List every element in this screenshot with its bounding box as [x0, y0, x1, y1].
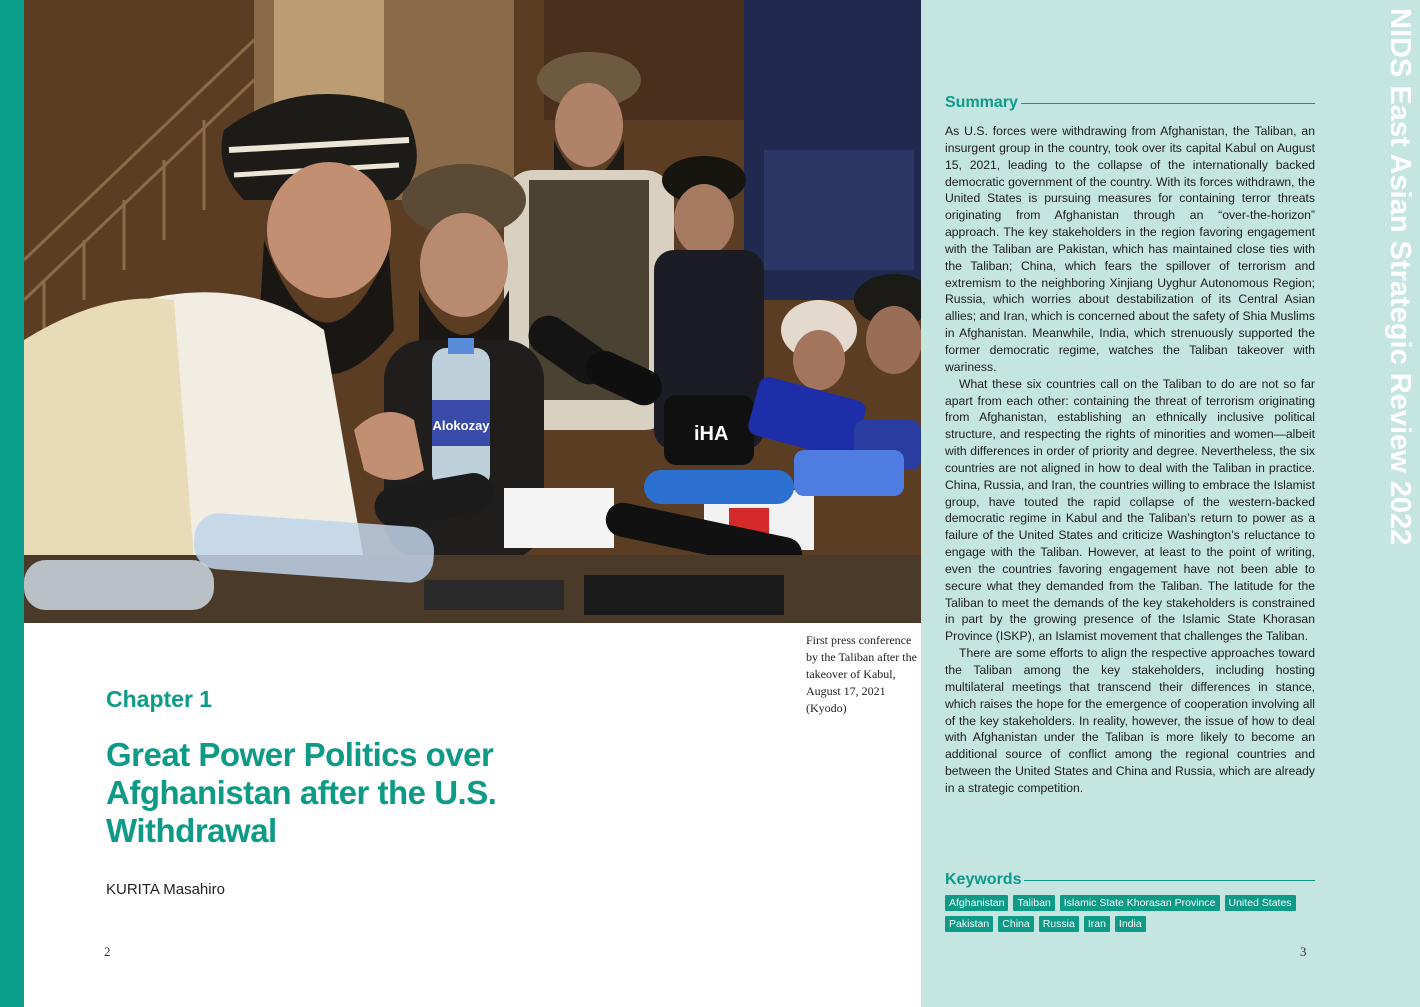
press-conference-photo [24, 0, 921, 623]
keywords-heading-label: Keywords [945, 871, 1022, 888]
keywords-heading [945, 870, 1315, 890]
page-number-right: 3 [1300, 944, 1307, 959]
keyword-tag: Islamic State Khorasan Province [1060, 895, 1220, 911]
photo-caption: First press conference by the Taliban after the takeover of Kabul, August 17, 2021 (Kyodo) [806, 633, 917, 715]
keyword-tag: Russia [1039, 916, 1079, 932]
summary-heading-label: Summary [945, 94, 1018, 111]
left-accent-stripe [0, 0, 24, 1007]
left-page [24, 0, 921, 1007]
keyword-tag: United States [1225, 895, 1296, 911]
keyword-tag: Iran [1084, 916, 1110, 932]
summary-body [945, 123, 1315, 797]
summary-paragraph: What these six countries call on the Taliban to do are not so far apart from each other: containing the threat of terrorism originating from Afghanistan, establishing an ethnically inclusive political structure, and respecting the rights of minorities and women—albeit with differences in order of priority and degree. Nevertheless, the six countries are not aligned in how to deal with the Taliban in practice. China, Russia, and Iran, the countries willing to embrace the Islamist group, have touted the rapid collapse of the western-backed democratic regime in Kabul and the Taliban’s return to power as a failure of the United States and criticize Washington’s reluctance to engage with the Taliban. However, at least to the point of writing, even the countries favoring engagement have not been able to secure what they demanded from the Taliban. The latitude for the Taliban to meet the demands of the key stakeholders is constrained in part by the growing presence of the Islamic State Khorasan Province (ISKP), an Islamist movement that challenges the Taliban. [945, 376, 1315, 644]
keyword-tag: Afghanistan [945, 895, 1008, 911]
bottle-label: Alokozay [432, 418, 490, 433]
summary-paragraph: As U.S. forces were withdrawing from Afghanistan, the Taliban, an insurgent group in the country, took over its capital Kabul on August 15, 2021, leading to the collapse of the internationally backed democratic government of the country. With its forces withdrawn, the United States is pursuing measures for containing terror threats originating from Afghanistan through an “over-the-horizon” approach. The key stakeholders in the region favoring engagement with the Taliban are Pakistan, which has maintained close ties with the Taliban; China, which fears the spillover of terrorism and extremism to the neighboring Xinjiang Uyghur Autonomous Region; Russia, which worries about destabilization of its Central Asian allies; and Iran, which is concerned about the safety of Shia Muslims in Afghanistan. Meanwhile, India, which strenuously supported the former democratic regime, watches the Taliban takeover with wariness. [945, 124, 1315, 374]
photo-illustration [24, 0, 921, 623]
vertical-title [1369, 0, 1419, 1007]
keyword-tag: Pakistan [945, 916, 993, 932]
author-name: KURITA Masahiro [106, 881, 225, 898]
summary-paragraph: There are some efforts to align the respective approaches toward the Taliban among the key stakeholders, including hosting multilateral meetings that transcend their differences in stance, which raises the hope for the emergence of cooperation involving all of the key stakeholders. In reality, however, the issue of how to deal with Afghanistan under the Taliban is more likely to become an additional source of conflict among the regional countries and between the United States and China and Russia, which are already in a strategic competition. [945, 646, 1315, 795]
keyword-list [945, 895, 1320, 932]
page-number-left: 2 [104, 944, 111, 959]
chapter-label: Chapter 1 [106, 686, 213, 712]
svg-text:iHA: iHA [694, 423, 729, 445]
right-page [921, 0, 1420, 1007]
keyword-tag: India [1115, 916, 1146, 932]
summary-heading-rule [1021, 103, 1315, 104]
vertical-title-text: NIDS East Asian Strategic Review 2022 [1384, 8, 1416, 546]
keyword-tag: Taliban [1013, 895, 1054, 911]
summary-heading [945, 93, 1315, 113]
keywords-heading-rule [1024, 880, 1315, 881]
keyword-tag: China [998, 916, 1033, 932]
chapter-title: Great Power Politics over Afghanistan after the U.S. Withdrawal [106, 736, 497, 849]
